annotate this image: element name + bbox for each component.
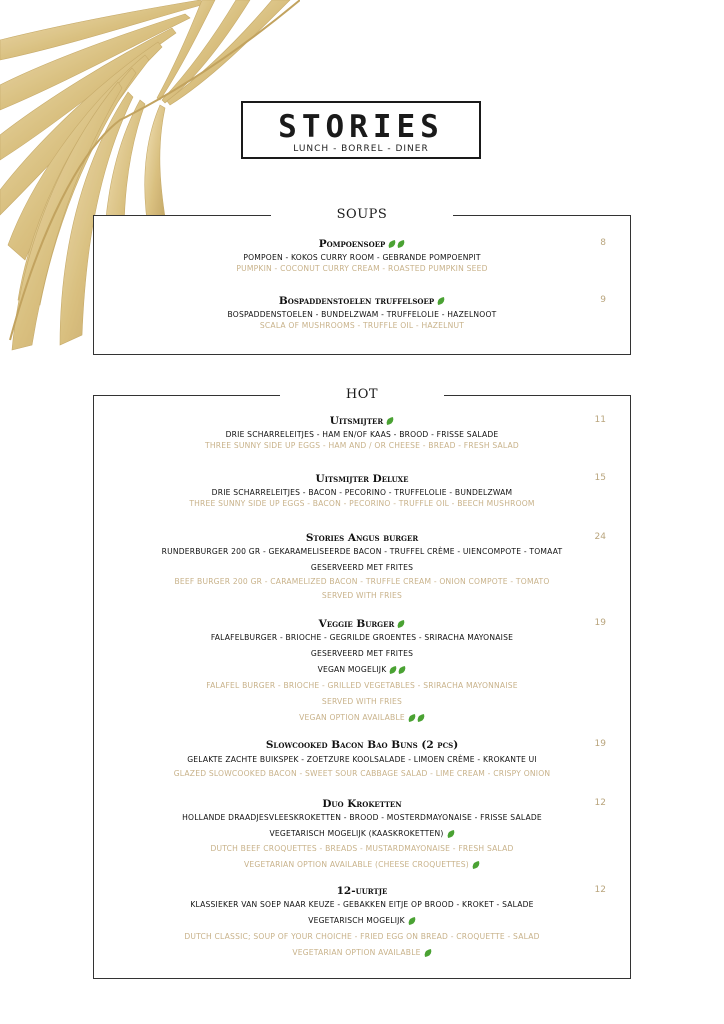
section-title-hot: HOT bbox=[94, 385, 630, 405]
item-name: Slowcooked Bacon Bao Buns (2 pcs) bbox=[265, 739, 459, 751]
vegetarian-leaf-icon bbox=[424, 950, 432, 956]
item-description-en: DUTCH CLASSIC; SOUP OF YOUR CHOICHE - FRIED EGG ON BREAD - CROQUETTE - SALAD bbox=[184, 932, 540, 941]
item-description-en: BEEF BURGER 200 GR - CARAMELIZED BACON - TRUFFLE CREAM - ONION COMPOTE - TOMATO bbox=[174, 577, 550, 586]
item-price: 12 bbox=[594, 885, 606, 895]
item-name: Uitsmijter Deluxe bbox=[315, 473, 409, 485]
item-description-en: VEGAN OPTION AVAILABLE bbox=[299, 713, 405, 722]
logo-name: STORIES bbox=[278, 109, 444, 145]
item-description-en: SCALA OF MUSHROOMS - TRUFFLE OIL - HAZELNUT bbox=[259, 321, 465, 330]
menu-item bbox=[94, 236, 630, 274]
item-description-en: SERVED WITH FRIES bbox=[321, 591, 403, 600]
item-description-en: THREE SUNNY SIDE UP EGGS - BACON - PECORINO - TRUFFLE OIL - BEECH MUSHROOM bbox=[189, 499, 535, 508]
item-description-nl: BOSPADDENSTOELEN - BUNDELZWAM - TRUFFELOLIE - HAZELNOOT bbox=[227, 310, 497, 319]
item-description-en: VEGETARIAN OPTION AVAILABLE (CHEESE CROQUETTES) bbox=[244, 860, 469, 869]
vegetarian-leaf-icon bbox=[408, 918, 416, 924]
menu-item bbox=[94, 413, 630, 451]
item-description-en: DUTCH BEEF CROQUETTES - BREADS - MUSTARDMAYONAISE - FRESH SALAD bbox=[210, 844, 514, 853]
item-description-en: PUMPKIN - COCONUT CURRY CREAM - ROASTED PUMPKIN SEED bbox=[236, 264, 488, 273]
item-description-nl: VEGAN MOGELIJK bbox=[317, 665, 387, 674]
item-description-en: SERVED WITH FRIES bbox=[321, 697, 403, 706]
hot-section bbox=[93, 387, 631, 979]
item-price: 24 bbox=[594, 532, 606, 542]
item-description-nl: POMPOEN - KOKOS CURRY ROOM - GEBRANDE POMPOENPIT bbox=[243, 253, 481, 262]
item-name: Veggie Burger bbox=[318, 618, 395, 630]
vegetarian-leaf-icon bbox=[397, 621, 405, 627]
item-description-nl: RUNDERBURGER 200 GR - GEKARAMELISEERDE BACON - TRUFFEL CRÈME - UIENCOMPOTE - TOMAAT bbox=[161, 547, 563, 556]
item-description-nl: GESERVEERD MET FRITES bbox=[310, 563, 414, 572]
item-description-nl: VEGETARISCH MOGELIJK bbox=[308, 916, 405, 925]
item-description-nl: DRIE SCHARRELEITJES - BACON - PECORINO - TRUFFELOLIE - BUNDELZWAM bbox=[211, 488, 513, 497]
item-description-nl: KLASSIEKER VAN SOEP NAAR KEUZE - GEBAKKEN EITJE OP BROOD - KROKET - SALADE bbox=[190, 900, 534, 909]
item-description-nl: HOLLANDE DRAADJESVLEESKROKETTEN - BROOD - MOSTERDMAYONAISE - FRISSE SALADE bbox=[182, 813, 542, 822]
item-price: 19 bbox=[594, 618, 606, 628]
item-price: 8 bbox=[600, 238, 606, 248]
item-description-nl: GELAKTE ZACHTE BUIKSPEK - ZOETZURE KOOLSALADE - LIMOEN CRÈME - KROKANTE UI bbox=[187, 755, 537, 764]
vegan-leaf-icon bbox=[388, 241, 405, 247]
vegetarian-leaf-icon bbox=[447, 831, 455, 837]
menu-item bbox=[94, 471, 630, 509]
item-description-en: FALAFEL BURGER - BRIOCHE - GRILLED VEGETABLES - SRIRACHA MAYONNAISE bbox=[206, 681, 518, 690]
vegan-leaf-icon bbox=[389, 667, 406, 673]
menu-item bbox=[94, 737, 630, 779]
menu-item bbox=[94, 293, 630, 331]
item-name: Bospaddenstoelen truffelsoep bbox=[278, 295, 435, 307]
item-name: Uitsmijter bbox=[329, 415, 384, 427]
item-price: 15 bbox=[594, 473, 606, 483]
logo-tagline: LUNCH - BORREL - DINER bbox=[293, 144, 429, 154]
item-price: 12 bbox=[594, 798, 606, 808]
menu-item bbox=[94, 883, 630, 958]
vegetarian-leaf-icon bbox=[472, 862, 480, 868]
item-name: Pompoensoep bbox=[318, 238, 386, 250]
vegetarian-leaf-icon bbox=[437, 298, 445, 304]
item-description-en: VEGETARIAN OPTION AVAILABLE bbox=[292, 948, 421, 957]
item-description-en: THREE SUNNY SIDE UP EGGS - HAM AND / OR CHEESE - BREAD - FRESH SALAD bbox=[205, 441, 519, 450]
logo bbox=[241, 101, 481, 159]
item-description-en: GLAZED SLOWCOOKED BACON - SWEET SOUR CABBAGE SALAD - LIME CREAM - CRISPY ONION bbox=[173, 769, 551, 778]
item-name: 12-uurtje bbox=[336, 885, 388, 897]
section-title-soups: SOUPS bbox=[94, 205, 630, 225]
item-name: Stories Angus burger bbox=[305, 532, 419, 544]
item-description-nl: DRIE SCHARRELEITJES - HAM EN/OF KAAS - BROOD - FRISSE SALADE bbox=[225, 430, 499, 439]
item-price: 9 bbox=[600, 295, 606, 305]
menu-item bbox=[94, 616, 630, 723]
menu-item bbox=[94, 530, 630, 601]
item-price: 19 bbox=[594, 739, 606, 749]
vegetarian-leaf-icon bbox=[386, 418, 394, 424]
item-description-nl: GESERVEERD MET FRITES bbox=[310, 649, 414, 658]
item-description-nl: FALAFELBURGER - BRIOCHE - GEGRILDE GROENTES - SRIRACHA MAYONAISE bbox=[210, 633, 514, 642]
vegan-leaf-icon bbox=[408, 715, 425, 721]
soups-section bbox=[93, 207, 631, 355]
item-name: Duo Kroketten bbox=[322, 798, 402, 810]
item-price: 11 bbox=[594, 415, 606, 425]
item-description-nl: VEGETARISCH MOGELIJK (KAASKROKETTEN) bbox=[269, 829, 444, 838]
menu-item bbox=[94, 796, 630, 870]
